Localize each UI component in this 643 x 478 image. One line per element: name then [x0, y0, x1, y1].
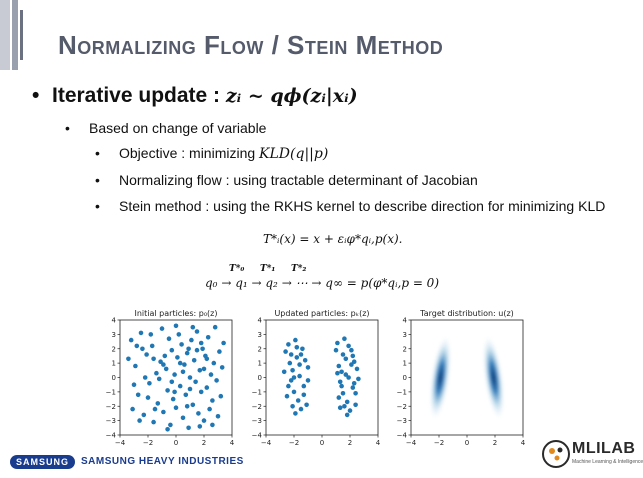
- y-tick-label: −1: [105, 388, 116, 397]
- scatter-point: [220, 365, 225, 370]
- scatter-point: [151, 357, 156, 362]
- scatter-point: [133, 364, 138, 369]
- bullet-iterative-update: [32, 84, 358, 108]
- scatter-point: [149, 332, 154, 337]
- y-tick-label: 4: [257, 316, 262, 325]
- scatter-point: [170, 380, 175, 385]
- q1: q₁: [235, 276, 248, 290]
- scatter-point: [334, 348, 339, 353]
- y-tick-label: −2: [105, 402, 116, 411]
- y-tick-label: 1: [111, 359, 116, 368]
- scatter-point: [344, 357, 349, 362]
- y-tick-label: −4: [251, 431, 262, 440]
- x-tick-label: −4: [260, 439, 272, 447]
- scatter-point: [339, 384, 344, 389]
- scatter-point: [210, 423, 215, 428]
- t1-label: T*₁: [260, 264, 276, 274]
- q2: q₂: [265, 276, 278, 290]
- scatter-point: [154, 371, 159, 376]
- mlilab-wordmark: MLILAB: [572, 440, 636, 457]
- scatter-point: [353, 403, 358, 408]
- scatter-point: [139, 331, 144, 336]
- scatter-point: [289, 352, 294, 357]
- scatter-point: [172, 372, 177, 377]
- scatter-point: [198, 424, 203, 429]
- plot-frame: [266, 320, 378, 435]
- chain-dots: → ⋯ →: [281, 276, 322, 290]
- scatter-point: [167, 336, 172, 341]
- scatter-point: [212, 361, 217, 366]
- y-tick-label: 3: [257, 330, 262, 339]
- scatter-point: [355, 367, 360, 372]
- y-tick-label: −4: [105, 431, 116, 440]
- x-tick-label: −2: [433, 439, 445, 447]
- scatter-point: [296, 398, 301, 403]
- scatter-point: [195, 348, 200, 353]
- scatter-point: [156, 401, 161, 406]
- flow-chain-equation: T*₀ T*₁ T*₂ q₀ → q₁ → q₂ → ⋯ → q∞ = p(φ*qᵢ,p = 0): [205, 264, 439, 290]
- scatter-point: [356, 377, 361, 382]
- particle-plots: [105, 304, 533, 452]
- x-tick-label: 4: [375, 439, 381, 447]
- scatter-point: [165, 388, 170, 393]
- scatter-point: [293, 411, 298, 416]
- scatter-point: [202, 367, 207, 372]
- mlilab-subtitle: Machine Learning & Intelligence: [572, 459, 643, 465]
- y-tick-label: 4: [402, 316, 407, 325]
- scatter-point: [182, 362, 187, 367]
- scatter-point: [213, 325, 218, 330]
- q-infinity: q∞ = p(φ*qᵢ,p = 0): [325, 276, 439, 290]
- scatter-point: [132, 382, 137, 387]
- scatter-point: [185, 351, 190, 356]
- x-tick-label: 2: [201, 439, 207, 447]
- scatter-point: [303, 358, 308, 363]
- bullet-change-of-variable: [65, 120, 266, 136]
- y-tick-label: 0: [402, 374, 407, 382]
- scatter-point: [338, 405, 343, 410]
- scatter-point: [151, 420, 156, 425]
- scatter-point: [195, 329, 200, 334]
- scatter-point: [341, 391, 346, 396]
- scatter-point: [292, 375, 297, 380]
- scatter-point: [178, 384, 183, 389]
- stein-transform-equation: T*ᵢ(x) = x + εᵢφ*qᵢ,p(x).: [263, 232, 403, 246]
- y-tick-label: 3: [111, 330, 116, 339]
- scatter-point: [186, 347, 191, 352]
- scatter-point: [346, 344, 351, 349]
- scatter-point: [302, 384, 307, 389]
- scatter-point: [150, 344, 155, 349]
- scatter-point: [172, 390, 177, 395]
- scatter-point: [306, 365, 311, 370]
- scatter-point: [137, 418, 142, 423]
- plot-title: Target distribution: u(z): [420, 309, 514, 318]
- scatter-point: [300, 347, 305, 352]
- bullet-objective: [95, 145, 615, 162]
- scatter-point: [282, 370, 287, 375]
- y-tick-label: 3: [402, 330, 407, 339]
- scatter-point: [299, 407, 304, 412]
- plot-title: Updated particles: pₖ(z): [274, 309, 370, 318]
- scatter-point: [181, 416, 186, 421]
- scatter-point: [338, 380, 343, 385]
- y-tick-label: 0: [257, 374, 262, 382]
- scatter-point: [161, 410, 166, 415]
- scatter-point: [337, 364, 342, 369]
- slide-title: Normalizing Flow / Stein Method: [58, 30, 444, 60]
- scatter-point: [163, 354, 168, 359]
- scatter-point: [339, 370, 344, 375]
- scatter-point: [191, 325, 196, 330]
- scatter-point: [288, 361, 293, 366]
- y-tick-label: 2: [402, 345, 407, 354]
- scatter-point: [165, 427, 170, 432]
- y-tick-label: 2: [111, 345, 116, 354]
- scatter-point: [353, 391, 358, 396]
- scatter-point: [198, 368, 203, 373]
- title-decoration: [0, 0, 24, 70]
- plot-title: Initial particles: p₀(z): [134, 309, 218, 318]
- y-tick-label: −3: [105, 417, 116, 426]
- scatter-point: [157, 377, 162, 382]
- scatter-point: [206, 335, 211, 340]
- t0-label: T*₀: [229, 264, 245, 274]
- scatter-point: [337, 395, 342, 400]
- scatter-point: [205, 357, 210, 362]
- scatter-point: [351, 354, 356, 359]
- y-tick-label: −4: [396, 431, 407, 440]
- scatter-point: [283, 349, 288, 354]
- scatter-point: [153, 407, 158, 412]
- scatter-point: [147, 381, 152, 386]
- scatter-point: [299, 352, 304, 357]
- scatter-point: [142, 413, 147, 418]
- scatter-point: [335, 371, 340, 376]
- y-tick-label: −2: [251, 402, 262, 411]
- scatter-point: [185, 404, 190, 409]
- scatter-point: [295, 345, 300, 350]
- scatter-point: [295, 355, 300, 360]
- scatter-point: [207, 407, 212, 412]
- scatter-point: [171, 397, 176, 402]
- scatter-point: [189, 338, 194, 343]
- scatter-point: [126, 357, 131, 362]
- q0: q₀: [205, 276, 218, 290]
- bullet-symbol: •: [95, 145, 100, 161]
- scatter-point: [293, 338, 298, 343]
- scatter-point: [178, 361, 183, 366]
- scatter-point: [349, 362, 354, 367]
- scatter-point: [168, 423, 173, 428]
- scatter-point: [177, 332, 182, 337]
- scatter-point: [135, 344, 140, 349]
- bullet-symbol: •: [65, 120, 70, 136]
- scatter-point: [140, 347, 145, 352]
- bullet-stein-method: [95, 198, 615, 214]
- x-tick-label: −2: [142, 439, 154, 447]
- scatter-point: [129, 338, 134, 343]
- bullet-symbol: •: [95, 198, 100, 214]
- scatter-point: [219, 394, 224, 399]
- kld-formula: KLD(q||p): [259, 146, 329, 162]
- scatter-point: [297, 362, 302, 367]
- y-tick-label: −3: [251, 417, 262, 426]
- x-tick-label: 2: [347, 439, 353, 447]
- x-tick-label: 4: [520, 439, 526, 447]
- scatter-point: [342, 336, 347, 341]
- x-tick-label: −4: [405, 439, 417, 447]
- bullet-symbol: •: [32, 84, 40, 107]
- scatter-point: [191, 403, 196, 408]
- x-tick-label: 2: [492, 439, 498, 447]
- scatter-point: [344, 372, 349, 377]
- scatter-point: [352, 381, 357, 386]
- scatter-point: [348, 408, 353, 413]
- scatter-point: [302, 393, 307, 398]
- scatter-point: [285, 394, 290, 399]
- scatter-point: [193, 380, 198, 385]
- y-tick-label: 1: [402, 359, 407, 368]
- bullet-text: Objective : minimizing: [119, 145, 260, 161]
- scatter-point: [199, 390, 204, 395]
- x-tick-label: 0: [173, 439, 179, 447]
- bullet-text: Normalizing flow : using tractable determinant of Jacobian: [119, 172, 478, 188]
- samsung-heavy-industries-logo: [10, 453, 244, 471]
- y-tick-label: −1: [251, 388, 262, 397]
- y-tick-label: 4: [111, 316, 116, 325]
- bullet-symbol: •: [95, 172, 100, 188]
- scatter-point: [192, 358, 197, 363]
- density-crescent: [479, 335, 509, 421]
- scatter-point: [292, 390, 297, 395]
- scatter-point: [290, 368, 295, 373]
- scatter-point: [199, 341, 204, 346]
- samsung-heavy-industries-text: SAMSUNG HEAVY INDUSTRIES: [81, 456, 244, 468]
- bullet-text: Stein method : using the RKHS kernel to describe direction for minimizing KLD: [119, 198, 606, 214]
- scatter-point: [345, 400, 350, 405]
- x-tick-label: −4: [114, 439, 126, 447]
- scatter-point: [181, 370, 186, 375]
- scatter-point: [306, 378, 311, 383]
- y-tick-label: 0: [111, 374, 116, 382]
- x-tick-label: −2: [288, 439, 300, 447]
- scatter-point: [351, 385, 356, 390]
- scatter-point: [188, 387, 193, 392]
- plot-frame: [411, 320, 523, 435]
- scatter-point: [196, 411, 201, 416]
- scatter-point: [144, 352, 149, 357]
- scatter-point: [175, 355, 180, 360]
- scatter-point: [221, 341, 226, 346]
- scatter-point: [174, 324, 179, 329]
- bullet-text: Based on change of variable: [89, 120, 267, 136]
- x-tick-label: 0: [319, 439, 325, 447]
- scatter-point: [186, 426, 191, 431]
- scatter-point: [174, 405, 179, 410]
- scatter-point: [130, 407, 135, 412]
- scatter-point: [349, 348, 354, 353]
- scatter-point: [188, 375, 193, 380]
- scatter-point: [341, 352, 346, 357]
- density-crescent: [426, 335, 456, 421]
- scatter-point: [345, 413, 350, 418]
- scatter-point: [164, 367, 169, 372]
- y-tick-label: −3: [396, 417, 407, 426]
- scatter-point: [210, 398, 215, 403]
- scatter-point: [136, 393, 141, 398]
- scatter-point: [170, 348, 175, 353]
- scatter-point: [217, 349, 222, 354]
- x-tick-label: 0: [464, 439, 470, 447]
- y-tick-label: −2: [396, 402, 407, 411]
- scatter-point: [161, 362, 166, 367]
- scatter-point: [335, 341, 340, 346]
- y-tick-label: 1: [257, 359, 262, 368]
- scatter-point: [342, 404, 347, 409]
- scatter-point: [286, 384, 291, 389]
- bullet-label: Iterative update :: [52, 84, 221, 107]
- t2-label: T*₂: [291, 264, 307, 274]
- scatter-point: [184, 393, 189, 398]
- scatter-point: [202, 418, 207, 423]
- scatter-point: [297, 374, 302, 379]
- bullet-normalizing-flow: [95, 172, 615, 188]
- scatter-point: [146, 395, 151, 400]
- scatter-point: [179, 342, 184, 347]
- plot-panel-3: [397, 309, 526, 447]
- plot-frame: [120, 320, 232, 435]
- scatter-point: [304, 403, 309, 408]
- iterative-update-formula: zᵢ ~ q𝝓(zᵢ|xᵢ): [225, 85, 358, 107]
- scatter-point: [143, 375, 148, 380]
- y-tick-label: 2: [257, 345, 262, 354]
- x-tick-label: 4: [229, 439, 235, 447]
- scatter-point: [216, 414, 221, 419]
- scatter-point: [200, 347, 205, 352]
- samsung-logo: SAMSUNG: [10, 455, 75, 469]
- y-tick-label: −1: [396, 388, 407, 397]
- scatter-point: [205, 385, 210, 390]
- plot-panel-2: [252, 309, 381, 447]
- scatter-point: [214, 378, 219, 383]
- scatter-point: [286, 342, 291, 347]
- scatter-point: [209, 372, 214, 377]
- plot-panel-1: [106, 309, 235, 447]
- scatter-point: [290, 404, 295, 409]
- scatter-point: [160, 326, 165, 331]
